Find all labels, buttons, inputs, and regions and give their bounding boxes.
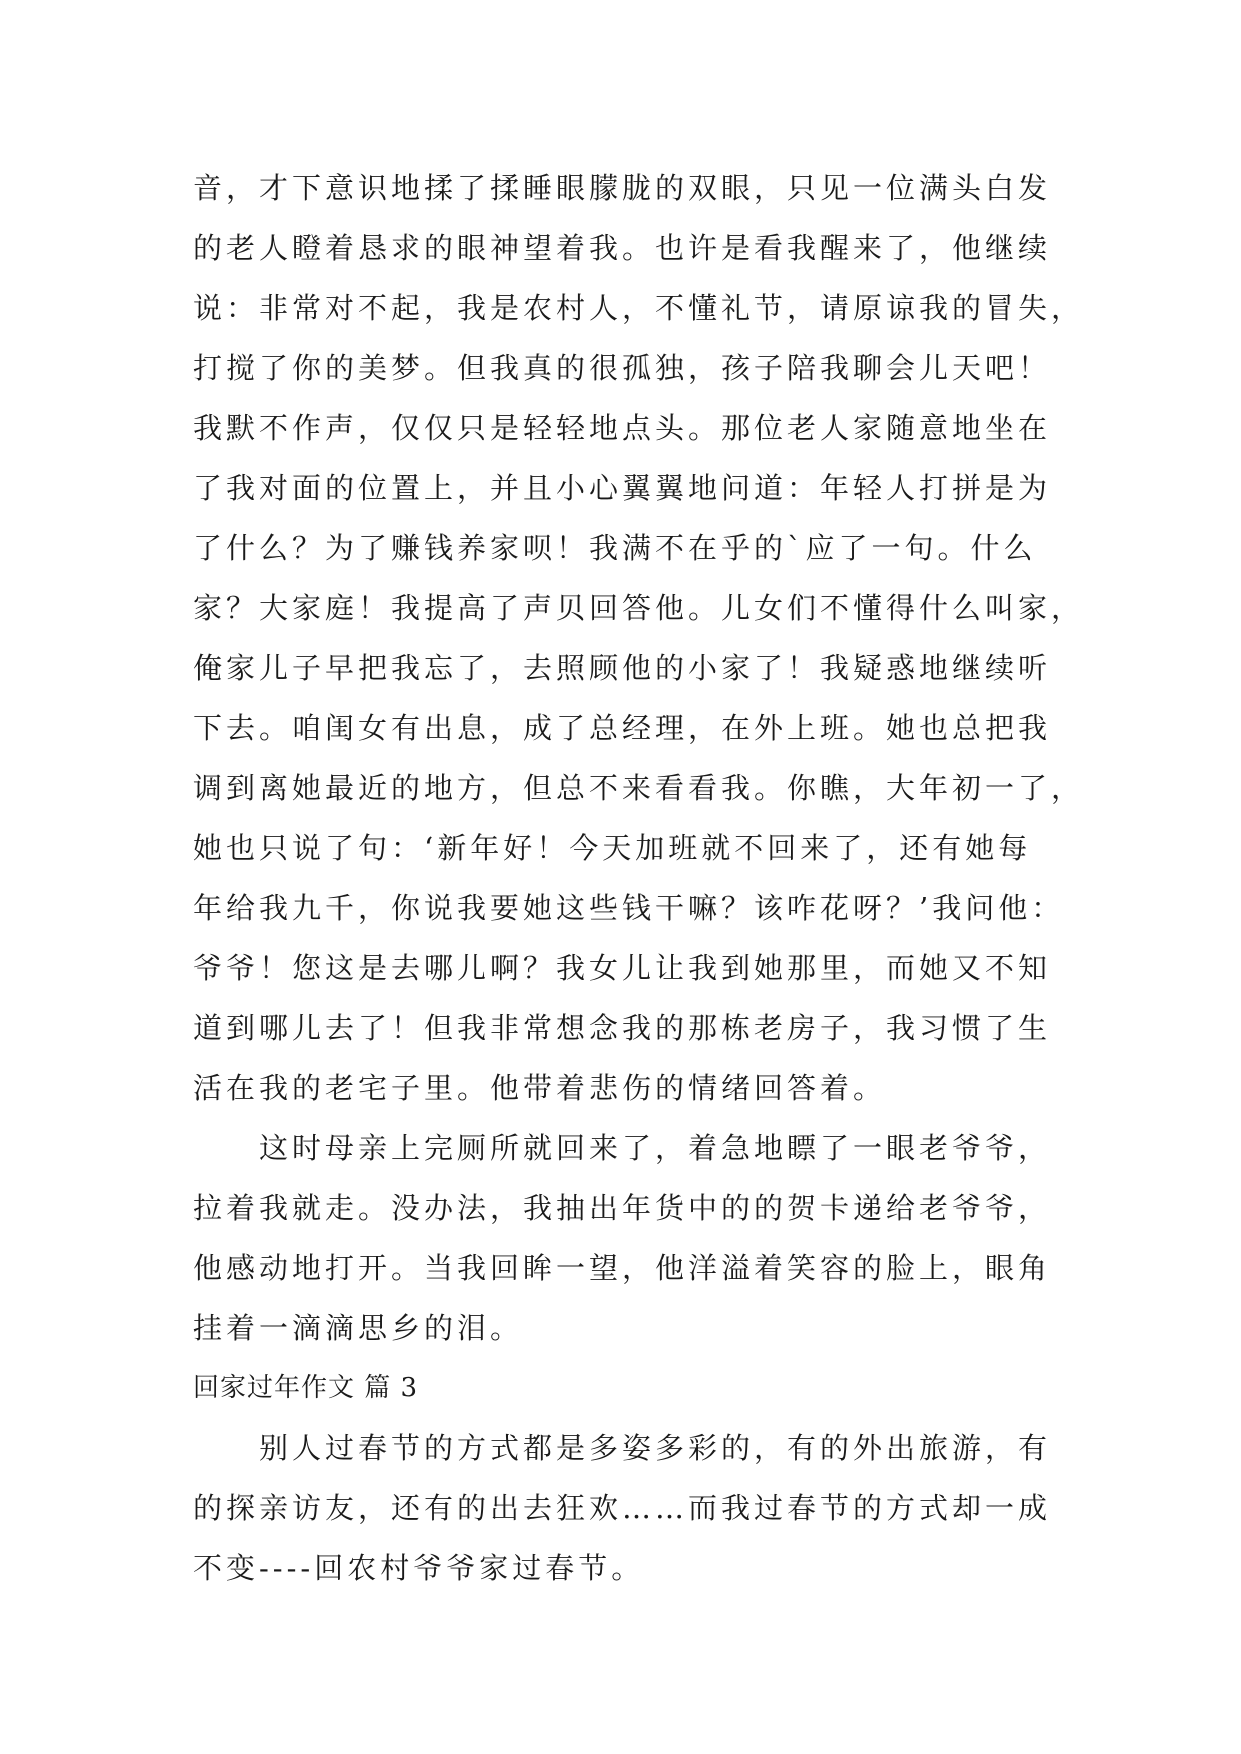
text-line: 了什么？为了赚钱养家呗！我满不在乎的`应了一句。什么 — [193, 531, 1037, 565]
text-line: 别人过春节的方式都是多姿多彩的，有的外出旅游，有 — [259, 1431, 1052, 1465]
text-line: 他感动地打开。当我回眸一望，他洋溢着笑容的脸上，眼角 — [193, 1251, 1052, 1285]
text-line: 下去。咱闺女有出息，成了总经理，在外上班。她也总把我 — [193, 711, 1052, 745]
text-line: 拉着我就走。没办法，我抽出年货中的的贺卡递给老爷爷， — [193, 1191, 1052, 1225]
paragraph-mother-returns — [193, 1118, 1093, 1358]
paragraph-essay-3-intro — [193, 1418, 1093, 1598]
text-line: 的老人瞪着恳求的眼神望着我。也许是看我醒来了，他继续 — [193, 231, 1052, 265]
section-heading: 回家过年作文 篇 3 — [193, 1373, 419, 1403]
text-line: 俺家儿子早把我忘了，去照顾他的小家了！我疑惑地继续听 — [193, 651, 1052, 685]
text-line: 音，才下意识地揉了揉睡眼朦胧的双眼，只见一位满头白发 — [193, 171, 1052, 205]
text-line: 爷爷！您这是去哪儿啊？我女儿让我到她那里，而她又不知 — [193, 951, 1052, 985]
text-line: 年给我九千，你说我要她这些钱干嘛？该咋花呀？’我问他： — [193, 891, 1065, 925]
text-line: 活在我的老宅子里。他带着悲伤的情绪回答着。 — [193, 1071, 887, 1105]
text-line: 不变----回农村爷爷家过春节。 — [193, 1551, 645, 1585]
text-line: 我默不作声，仅仅只是轻轻地点头。那位老人家随意地坐在 — [193, 411, 1052, 445]
document-body — [193, 158, 1093, 1598]
text-line: 打搅了你的美梦。但我真的很孤独，孩子陪我聊会儿天吧！ — [193, 351, 1052, 385]
paragraph-story-continuation — [193, 158, 1093, 1118]
text-line: 说：非常对不起，我是农村人，不懂礼节，请原谅我的冒失， — [193, 291, 1085, 325]
text-line: 了我对面的位置上，并且小心翼翼地问道：年轻人打拼是为 — [193, 471, 1052, 505]
text-line: 她也只说了句：‘新年好！今天加班就不回来了，还有她每 — [193, 831, 1032, 865]
text-line: 这时母亲上完厕所就回来了，着急地瞟了一眼老爷爷， — [259, 1131, 1052, 1165]
text-line: 挂着一滴滴思乡的泪。 — [193, 1311, 524, 1345]
text-line: 调到离她最近的地方，但总不来看看我。你瞧，大年初一了， — [193, 771, 1085, 805]
text-line: 家？大家庭！我提高了声贝回答他。儿女们不懂得什么叫家， — [193, 591, 1085, 625]
text-line: 的探亲访友，还有的出去狂欢……而我过春节的方式却一成 — [193, 1491, 1052, 1525]
text-line: 道到哪儿去了！但我非常想念我的那栋老房子，我习惯了生 — [193, 1011, 1052, 1045]
